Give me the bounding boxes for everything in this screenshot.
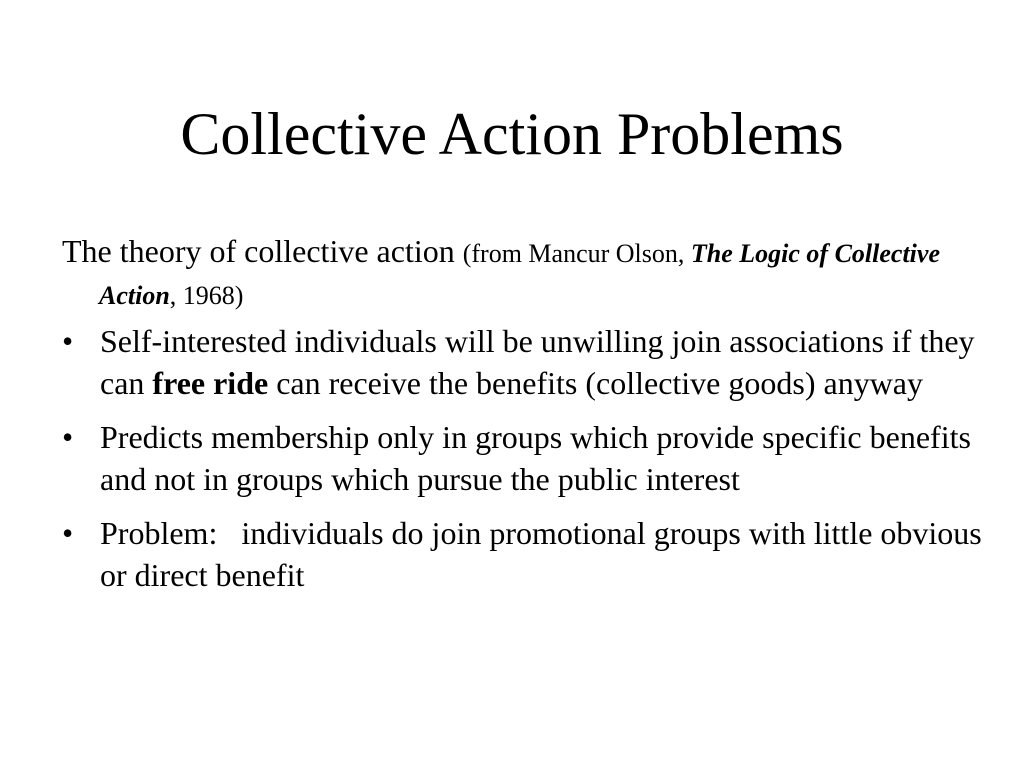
bullet-1-emphasis: free ride: [152, 365, 269, 401]
bullet-marker: •: [62, 323, 74, 359]
source-book-title: The Logic of Collective Action: [99, 239, 940, 310]
intro-text: The theory of collective action: [62, 233, 463, 269]
bullet-1-text-end: can receive the benefits (collective goods) anyway: [268, 365, 923, 401]
bullet-marker: •: [62, 515, 74, 551]
source-open: (from Mancur Olson,: [462, 239, 691, 268]
bullet-list: [62, 320, 1012, 596]
intro-paragraph: [62, 230, 1012, 314]
bullet-2-text: Predicts membership only in groups which provide specific benefits and not in groups which pursue the public interest: [100, 419, 971, 497]
bullet-item: [62, 320, 1012, 404]
source-close: , 1968): [169, 281, 244, 310]
bullet-item: [62, 512, 1012, 596]
bullet-1-text-start: Self-interested individuals will be unwilling join associations if they can: [100, 323, 975, 401]
bullet-3-text: Problem: individuals do join promotional groups with little obvious or direct benefit: [100, 515, 990, 593]
slide-body: [62, 230, 1012, 608]
bullet-marker: •: [62, 419, 74, 455]
slide-title: Collective Action Problems: [180, 101, 844, 167]
bullet-item: [62, 416, 1012, 500]
